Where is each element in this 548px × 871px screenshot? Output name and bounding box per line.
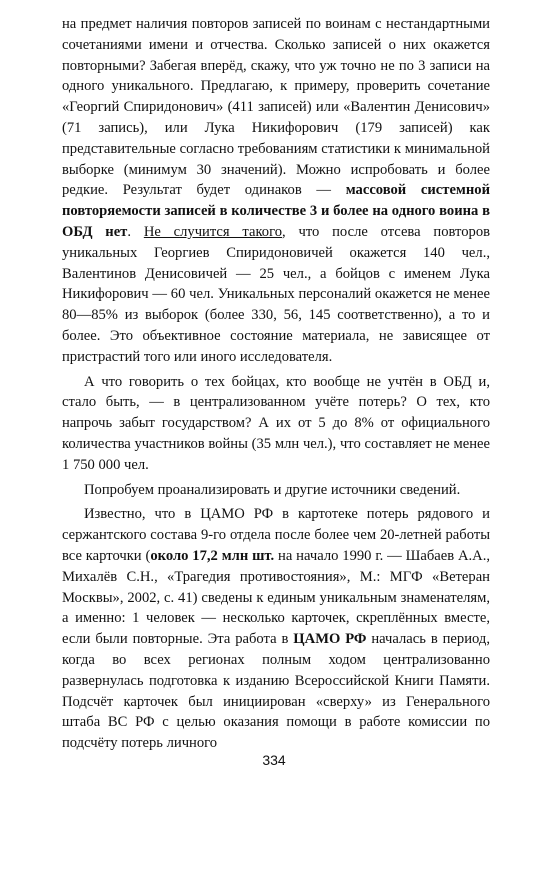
bold-text-run: около 17,2 млн шт. [150,547,275,564]
bold-text-run: массовой системной повторяемости записей в количестве 3 и более на одного воина в ОБД нет [62,182,490,240]
text-run: , что после отсева повторов уникальных Георгиев Спиридоновичей окажется 140 чел., Валентинов Денисовичей — 25 чел., а бойцов с именем Лука Никифорович — 60 чел. Уникальных персоналий окажется не менее 80—85% из выборок (более 330, 56, 145 соответственно), а то и более. Это объективное состояние материала, не зависящее от пристрастий того или иного исследователя. [62,223,491,365]
text-run: Попробуем проанализировать и другие источники сведений. [84,481,461,498]
bold-text-run: ЦАМО РФ [293,631,367,648]
text-run: . [127,223,144,240]
paragraph-p2 [62,372,490,476]
text-run: Известно, что в ЦАМО РФ в картотеке потерь рядового и сержантского состава 9-го отдела после более чем 20-летней работы все карточки ( [62,506,490,564]
page-number: 334 [262,752,286,768]
paragraph-p1 [62,14,490,368]
text-body [62,14,490,754]
text-run: на предмет наличия повторов записей по воинам с нестандартными сочетаниями имени и отчества. Сколько записей о них окажется повторными? Забегая вперёд, скажу, что уж точно не по 3 записи на одного уникального. Предлагаю, к примеру, проверить сочетание «Георгий Спиридонович» (411 записей) или «Валентин Денисович» (71 запись), или Лука Никифорович (179 записей) как представительные согласно требованиям статистики к минимальной выборке (минимум 30 значений). Можно испробовать и более редкие. Результат будет одинаков — [62,16,490,199]
text-run: А что говорить о тех бойцах, кто вообще не учтён в ОБД и, стало быть, — в централизованном учёте потерь? О тех, кто напрочь забыт государством? А их от 5 до 8% от официального количества участников войны (35 млн чел.), что составляет не менее 1 750 000 чел. [62,373,490,473]
underline-text-run: Не случится такого [143,223,283,240]
paragraph-p3 [62,480,490,501]
paragraph-p4 [62,504,490,754]
text-run: на начало 1990 г. — Шабаев А.А., Михалёв С.Н., «Трагедия противостояния», М.: МГФ «Ветеран Москвы», 2002, с. 41) сведены к единым уникальным знаменателям, а именно: 1 человек — несколько карточек, скреплённых вместе, если были повторные. Эта работа в [62,547,490,648]
text-run: началась в период, когда во всех регионах полным ходом централизованно развернулась подготовка к изданию Всероссийской Книги Памяти. Подсчёт карточек был инициирован «сверху» из Генерального штаба ВС РФ с целью оказания помощи в работе комиссии по подсчёту потерь личного [62,631,490,752]
